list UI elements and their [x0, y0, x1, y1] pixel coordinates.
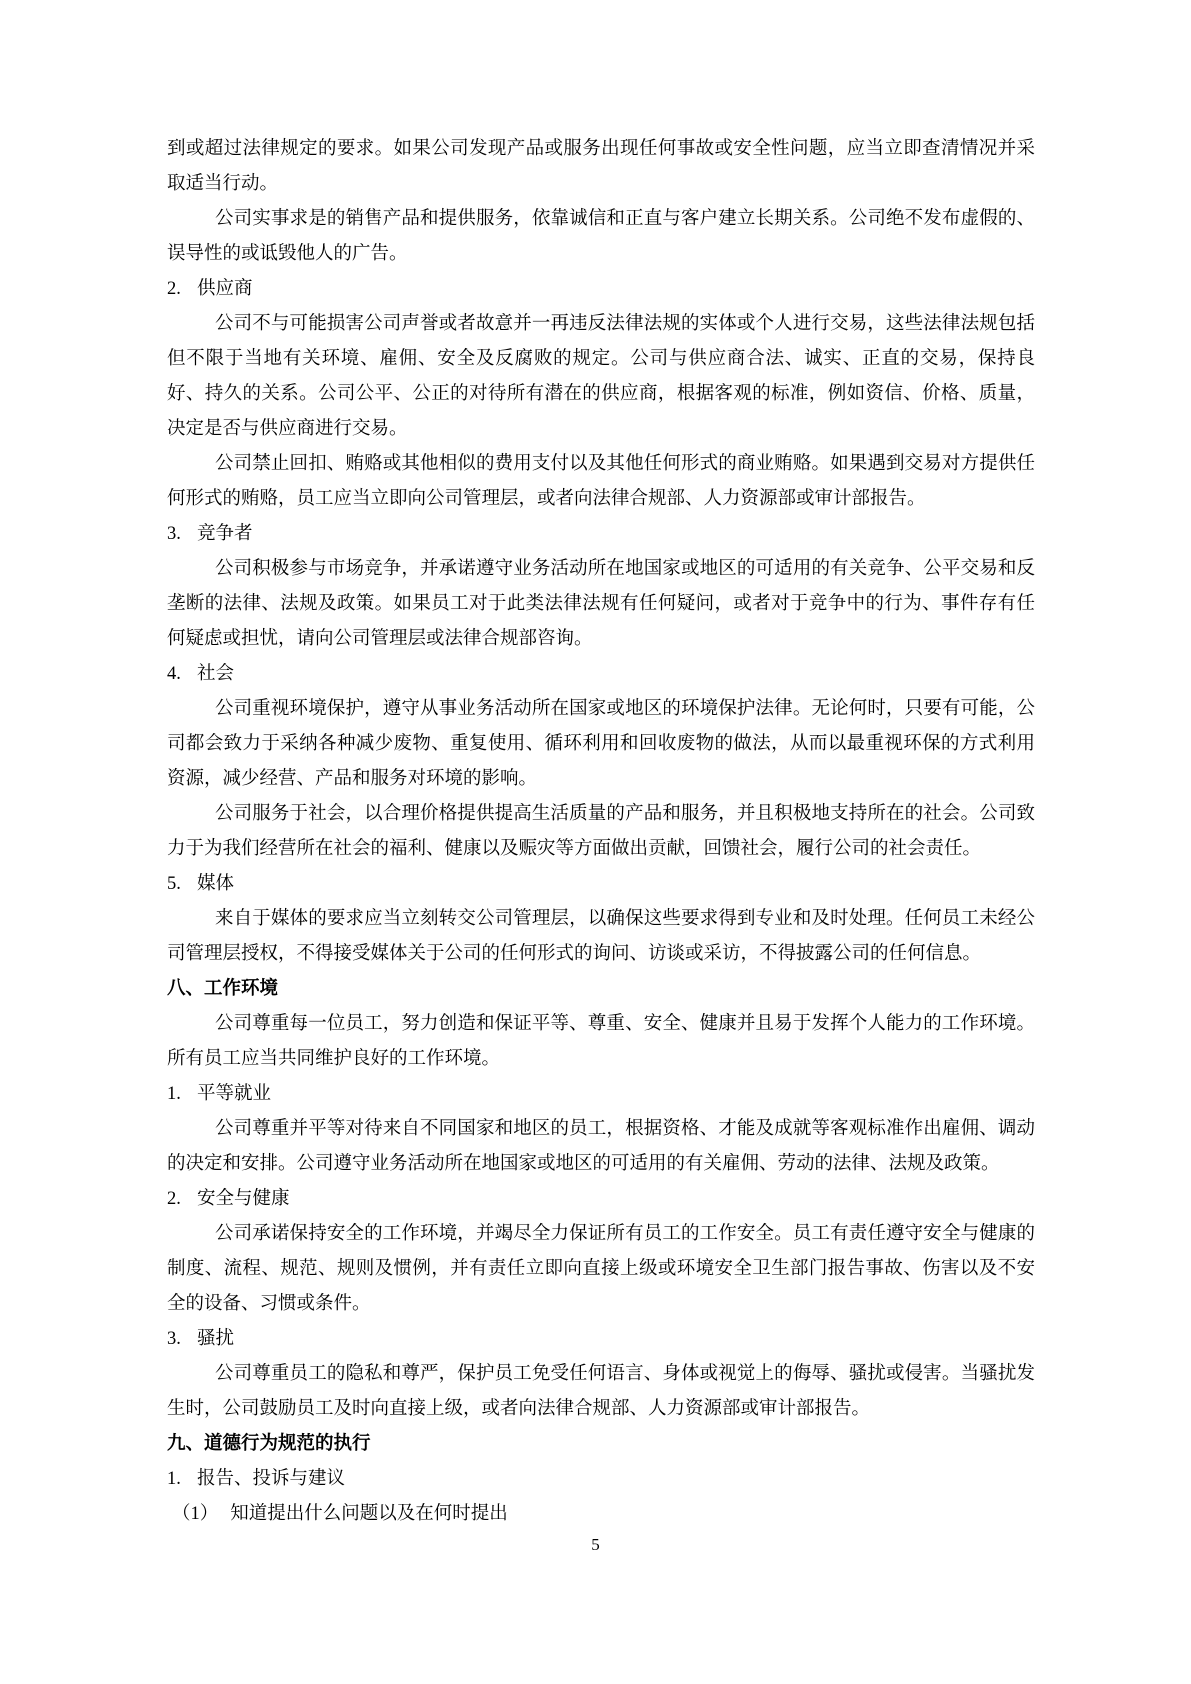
item-label: 竞争者: [197, 524, 253, 544]
paragraph: 公司服务于社会，以合理价格提供提高生活质量的产品和服务，并且积极地支持所在的社会。公司致力于为我们经营所在社会的福利、健康以及赈灾等方面做出贡献，回馈社会，履行公司的社会责任。: [167, 804, 1035, 859]
paragraph: 公司尊重每一位员工，努力创造和保证平等、尊重、安全、健康并且易于发挥个人能力的工作环境。所有员工应当共同维护良好的工作环境。: [167, 1014, 1035, 1069]
item-label: 报告、投诉与建议: [197, 1469, 346, 1489]
paragraph: 来自于媒体的要求应当立刻转交公司管理层，以确保这些要求得到专业和及时处理。任何员工未经公司管理层授权，不得接受媒体关于公司的任何形式的询问、访谈或采访，不得披露公司的任何信息。: [167, 909, 1035, 964]
item-label: 社会: [197, 664, 235, 684]
numbered-item: [167, 272, 1035, 307]
numbered-item: [167, 867, 1035, 902]
item-number: 2.: [167, 1189, 181, 1209]
numbered-item: [167, 1182, 1035, 1217]
sub-item: [167, 1497, 1035, 1532]
item-number: 3.: [167, 1329, 181, 1349]
section-heading: 九、道德行为规范的执行: [167, 1434, 371, 1454]
document-body: [167, 132, 1035, 1532]
item-number: 1.: [167, 1469, 181, 1489]
item-number: 4.: [167, 664, 181, 684]
item-label: 供应商: [197, 279, 253, 299]
section-heading: 八、工作环境: [167, 979, 279, 999]
item-number: 2.: [167, 279, 181, 299]
numbered-item: [167, 1462, 1035, 1497]
page-number: 5: [591, 1535, 600, 1554]
numbered-item: [167, 517, 1035, 552]
sub-item-number: （1）: [172, 1504, 219, 1524]
item-number: 5.: [167, 874, 181, 894]
item-number: 1.: [167, 1084, 181, 1104]
paragraph: 公司承诺保持安全的工作环境，并竭尽全力保证所有员工的工作安全。员工有责任遵守安全与健康的制度、流程、规范、规则及惯例，并有责任立即向直接上级或环境安全卫生部门报告事故、伤害以及不安全的设备、习惯或条件。: [167, 1224, 1035, 1314]
paragraph: 公司积极参与市场竞争，并承诺遵守业务活动所在地国家或地区的可适用的有关竞争、公平交易和反垄断的法律、法规及政策。如果员工对于此类法律法规有任何疑问，或者对于竞争中的行为、事件存有任何疑虑或担忧，请向公司管理层或法律合规部咨询。: [167, 559, 1035, 649]
item-label: 媒体: [197, 874, 235, 894]
sub-item-label: 知道提出什么问题以及在何时提出: [230, 1504, 508, 1524]
paragraph: 公司重视环境保护，遵守从事业务活动所在国家或地区的环境保护法律。无论何时，只要有可能，公司都会致力于采纳各种减少废物、重复使用、循环利用和回收废物的做法，从而以最重视环保的方式利用资源，减少经营、产品和服务对环境的影响。: [167, 699, 1035, 789]
item-label: 平等就业: [197, 1084, 272, 1104]
item-number: 3.: [167, 524, 181, 544]
paragraph: 公司不与可能损害公司声誉或者故意并一再违反法律法规的实体或个人进行交易，这些法律法规包括但不限于当地有关环境、雇佣、安全及反腐败的规定。公司与供应商合法、诚实、正直的交易，保持良好、持久的关系。公司公平、公正的对待所有潜在的供应商，根据客观的标准，例如资信、价格、质量，决定是否与供应商进行交易。: [167, 314, 1035, 439]
item-label: 安全与健康: [197, 1189, 290, 1209]
numbered-item: [167, 657, 1035, 692]
numbered-item: [167, 1077, 1035, 1112]
paragraph: 公司尊重并平等对待来自不同国家和地区的员工，根据资格、才能及成就等客观标准作出雇佣、调动的决定和安排。公司遵守业务活动所在地国家或地区的可适用的有关雇佣、劳动的法律、法规及政策。: [167, 1119, 1035, 1174]
item-label: 骚扰: [197, 1329, 235, 1349]
paragraph: 公司尊重员工的隐私和尊严，保护员工免受任何语言、身体或视觉上的侮辱、骚扰或侵害。当骚扰发生时，公司鼓励员工及时向直接上级，或者向法律合规部、人力资源部或审计部报告。: [167, 1364, 1035, 1419]
paragraph: 公司禁止回扣、贿赂或其他相似的费用支付以及其他任何形式的商业贿赂。如果遇到交易对方提供任何形式的贿赂，员工应当立即向公司管理层，或者向法律合规部、人力资源部或审计部报告。: [167, 454, 1035, 509]
paragraph: 公司实事求是的销售产品和提供服务，依靠诚信和正直与客户建立长期关系。公司绝不发布虚假的、误导性的或诋毁他人的广告。: [167, 209, 1035, 264]
numbered-item: [167, 1322, 1035, 1357]
paragraph: 到或超过法律规定的要求。如果公司发现产品或服务出现任何事故或安全性问题，应当立即查清情况并采取适当行动。: [167, 139, 1035, 194]
page-footer: [0, 1534, 1191, 1556]
